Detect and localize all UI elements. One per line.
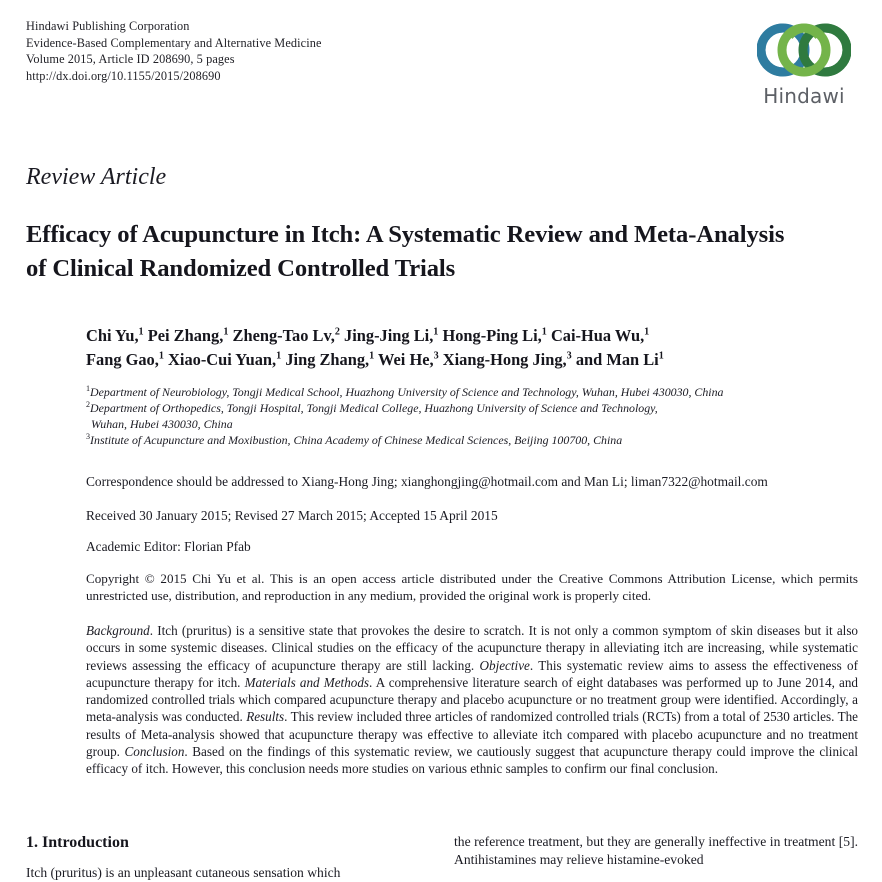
author-affiliation-marker: 3 (566, 350, 572, 362)
author-affiliation-marker: 3 (433, 350, 439, 362)
author-name: Jing Zhang, (285, 350, 370, 369)
author-affiliation-marker: 1 (658, 350, 664, 362)
volume-line: Volume 2015, Article ID 208690, 5 pages (26, 52, 235, 67)
abstract-text: . Based on the findings of this systematic review, we cautiously suggest that acupuncture therapy could improve the clinical efficacy of itch. However, this conclusion needs more studies on various ethnic samples to confirm our final conclusion. (86, 743, 858, 776)
abstract-subheading: Background (86, 623, 150, 638)
author-affiliation-marker: 1 (138, 326, 144, 338)
author-name: Hong-Ping Li, (442, 326, 542, 345)
abstract-text: . Itch (pruritus) is a sensitive state that provokes the desire to scratch. It is not only a common symptom of skin diseases but it also occurs in some systemic diseases. Clinical studies on the efficacy of the acupuncture therapy in alleviating itch are increasing, while systematic reviews assessing the efficacy of acupuncture therapy are still lacking. (86, 623, 858, 673)
author-affiliation-marker: 1 (644, 326, 650, 338)
author-name: Fang Gao, (86, 350, 159, 369)
correspondence-note: Correspondence should be addressed to Xiang-Hong Jing; xianghongjing@hotmail.com and Man Li; liman7322@hotmail.com (86, 474, 768, 489)
author-line-2 (86, 348, 876, 372)
affiliation-marker: 2 (86, 400, 91, 410)
author-affiliation-marker: 1 (369, 350, 375, 362)
author-name: Jing-Jing Li, (344, 326, 434, 345)
column-right (454, 833, 858, 869)
author-name: Xiao-Cui Yuan, (168, 350, 277, 369)
affiliation-item: $^1$Department of Neurobiology, Tongji Medical School, Huazhong University of Science and Technology, Wuhan, Hubei 430030, China (86, 384, 724, 399)
masthead (26, 18, 856, 118)
abstract (86, 622, 858, 777)
affiliation-item: $^3$Institute of Acupuncture and Moxibustion, China Academy of Chinese Medical Sciences, Beijing 100700, China (86, 432, 623, 448)
body-columns (26, 833, 858, 882)
abstract-text: . This review included three articles of randomized controlled trials (RCTs) from a total of 2530 articles. The results of Meta-analysis showed that acupuncture therapy was effective to alleviate itch compared with placebo acupuncture and no treatment group. (86, 709, 858, 759)
page-title: Efficacy of Acupuncture in Itch: A Systematic Review and Meta-Analysis of Clinical Randomized Controlled Trials (26, 221, 785, 283)
hindawi-rings-icon (757, 18, 851, 82)
hindawi-wordmark: Hindawi (763, 84, 845, 108)
author-name: Chi Yu, (86, 326, 139, 345)
author-affiliation-marker: 1 (223, 326, 229, 338)
affiliation-marker: 3 (86, 432, 91, 442)
journal-name: Evidence-Based Complementary and Alternative Medicine (26, 35, 322, 50)
affiliation-item-continuation: Wuhan, Hubei 430030, China (91, 417, 233, 432)
abstract-subheading: Conclusion (124, 743, 185, 759)
author-affiliation-marker: 2 (334, 326, 340, 338)
abstract-text: . A comprehensive literature search of eight databases was performed up to June 2014, and randomized controlled trials which compared acupuncture therapy and placebo acupuncture or no treatment group were identified. Accordingly, a meta-analysis was conducted. (86, 674, 858, 725)
submission-dates: Received 30 January 2015; Revised 27 March 2015; Accepted 15 April 2015 (86, 508, 498, 523)
academic-editor: Academic Editor: Florian Pfab (86, 539, 251, 554)
section-heading-introduction: 1. Introduction (26, 834, 129, 851)
abstract-subheading: Results (246, 709, 285, 725)
author-name: Pei Zhang, (147, 326, 224, 345)
author-list (86, 324, 876, 372)
column-left (26, 833, 430, 882)
author-name: Zheng-Tao Lv, (232, 326, 335, 345)
affiliation-marker: 1 (86, 384, 91, 394)
publisher-name: Hindawi Publishing Corporation (26, 19, 190, 33)
intro-paragraph: Itch (pruritus) is an unpleasant cutaneous sensation which (26, 865, 341, 880)
author-affiliation-marker: 1 (541, 326, 547, 338)
author-affiliation-marker: 1 (433, 326, 439, 338)
abstract-text: . This systematic review aims to assess the effectiveness of acupuncture therapy for itch. (86, 657, 858, 690)
affiliation-list (86, 384, 876, 448)
journal-imprint (26, 18, 856, 84)
abstract-subheading: Materials and Methods (244, 674, 370, 690)
copyright-notice: Copyright © 2015 Chi Yu et al. This is an open access article distributed under the Creative Commons Attribution License, which permits unrestricted use, distribution, and reproduction in any medium, provided the original work is properly cited. (86, 571, 858, 604)
doi-link[interactable]: http://dx.doi.org/10.1155/2015/208690 (26, 68, 221, 83)
abstract-subheading: Objective (479, 657, 530, 673)
author-name: and Man Li (575, 350, 659, 369)
author-affiliation-marker: 1 (158, 350, 164, 362)
right-column-paragraph: the reference treatment, but they are generally ineffective in treatment [5]. Antihistamines may relieve histamine-evoked (454, 834, 858, 867)
affiliation-item: $^2$Department of Orthopedics, Tongji Hospital, Tongji Medical College, Huazhong University of Science and Technology, (86, 400, 658, 416)
author-affiliation-marker: 1 (276, 350, 282, 362)
author-line-1 (86, 324, 876, 348)
author-name: Cai-Hua Wu, (550, 326, 645, 345)
hindawi-logo (752, 18, 856, 108)
author-name: Xiang-Hong Jing, (442, 350, 567, 369)
article-type-kicker: Review Article (26, 164, 167, 190)
author-name: Wei He, (378, 350, 434, 369)
